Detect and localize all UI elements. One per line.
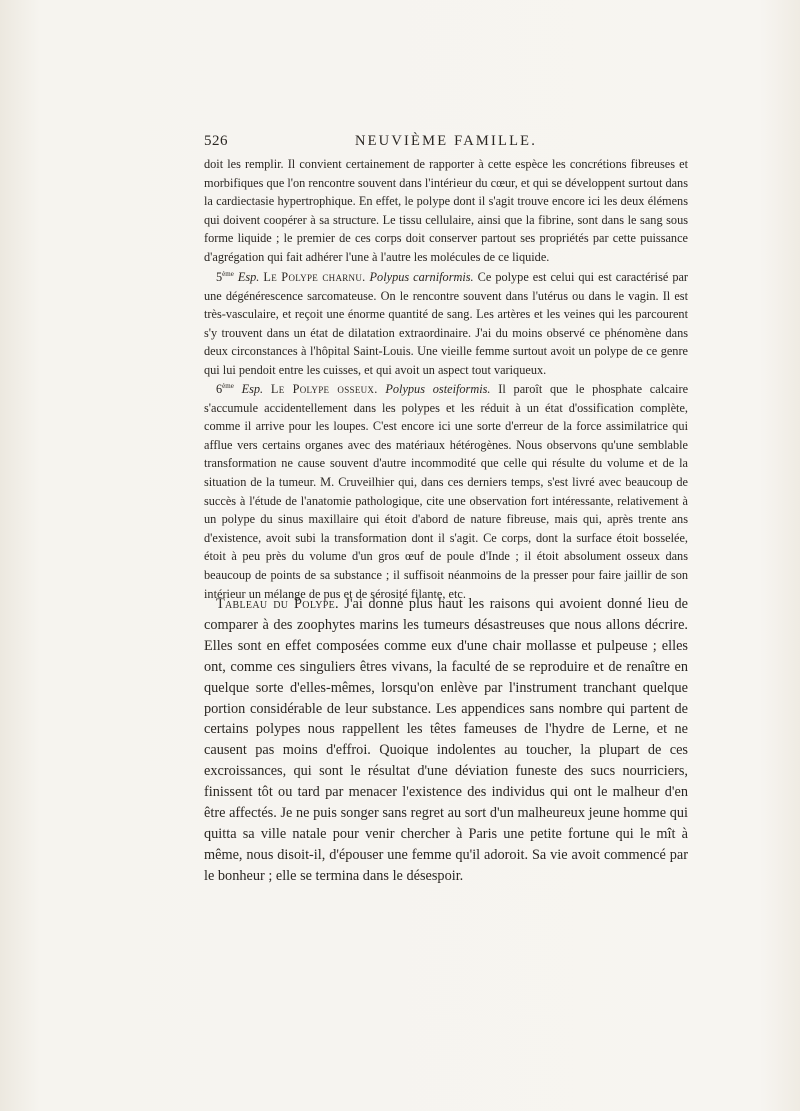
paragraph-text: J'ai donné plus haut les raisons qui avoient donné lieu de comparer à des zoophytes marins les tumeurs désastreuses que nous allons décrire. Elles sont en effet composées comme eux d'une chair mollasse et pulpeuse ; elles ont, comme ces singuliers êtres vivans, la faculté de se reproduire et de renaître en quelque sorte d'elles-mêmes, lorsqu'on enlève par l'instrument tranchant quelque portion considérable de leur substance. Les appendices sans nombre qui partent de certains polypes nous rappellent les têtes fameuses de l'hydre de Lerne, et ne causent pas moins d'effroi. Quoique indolentes au toucher, la plupart de ces excroissances, qui sont le résultat d'une déviation funeste des sucs nourriciers, finissent tôt ou tard par menacer l'existence des individus qui ont le malheur d'en être affectés. Je ne puis songer sans regret au sort d'un malheureux jeune homme qui quitta sa ville natale pour venir chercher à Paris une petite fortune qui le mît à même, nous disoit-il, d'épouser une femme qu'il adoroit. Sa vie avoit commencé par le bonheur ; elle se termina dans le désespoir.: [204, 596, 688, 884]
species-latin-name: Polypus carniformis.: [369, 270, 474, 284]
paragraph-text: doit les remplir. Il convient certainement de rapporter à cette espèce les concrétions fibreuses et morbifiques que l'on rencontre souvent dans l'intérieur du cœur, et qui se développent surtout dans la cardiectasie hypertrophique. En effet, le polype dont il s'agit trouve encore ici les deux élémens qui doivent coopérer à sa structure. Le tissu cellulaire, ainsi que la fibrine, sont dans le sang sous forme liquide ; le premier de ces corps doit conserver partout ses propriétés par cette puissance d'agrégation qui fait adhérer l'une à l'autre les molécules de ce liquide.: [204, 157, 688, 264]
page-header: [204, 133, 688, 153]
paragraph-text: Il paroît que le phosphate calcaire s'accumule accidentellement dans les polypes et les réduit à un état d'ossification complète, comme il arrive pour les loupes. C'est encore ici une sorte d'erreur de la force assimilatrice qui afflue vers certains organes avec des matériaux hétérogènes. Nous observons qu'une semblable transformation ne cause souvent d'autre incommodité que celle qui résulte du volume et de la situation de la tumeur. M. Cruveilhier qui, dans ces derniers temps, s'est livré avec beaucoup de succès à l'étude de l'anatomie pathologique, cite une observation fort intéressante, relativement à un polype du sinus maxillaire qui étoit d'abord de nature fibreuse, mais qui, après trente ans d'existence, avoit subi la transformation dont il s'agit. Ce corps, dont la surface étoit bosselée, étoit à peu près du volume d'un gros œuf de poule d'Inde ; il étoit absolument osseux dans beaucoup de points de sa substance ; il suffisoit néanmoins de la presser pour faire jaillir de son intérieur un mélange de pus et de sérosité filante, etc.: [204, 382, 689, 601]
section-heading: Tableau du Polype.: [216, 596, 339, 612]
species-ordinal: ème: [222, 382, 234, 390]
species-ordinal: ème: [222, 270, 234, 278]
paragraph-continuation: [204, 155, 688, 267]
species-latin-name: Polypus osteiformis.: [385, 382, 491, 396]
species-abbrev: Esp.: [237, 270, 260, 284]
species-abbrev: Esp.: [241, 382, 264, 396]
paragraph-text: Ce polype est celui qui est caractérisé par une dégénérescence sarcomateuse. On le rencontre souvent dans l'utérus ou dans le vagin. Il est très-vasculaire, et reçoit une énorme quantité de sang. Les artères et les veines qui les parcourent s'y trouvent dans un état de dilatation extraordinaire. J'ai du moins observé ce phénomène dans deux circonstances à l'hôpital Saint-Louis. Une vieille femme surtout avoit un polype de ce genre qui lui pendoit entre les cuisses, et qui avoit un aspect tout variqueux.: [204, 270, 689, 377]
running-head: NEUVIÈME FAMILLE.: [354, 133, 538, 149]
species-number: 6: [216, 382, 223, 396]
paragraph-species-5: [204, 268, 688, 380]
paragraph-species-6: [204, 380, 688, 603]
species-name: Le Polype charnu.: [263, 270, 366, 284]
paragraph-tableau: [204, 594, 688, 887]
species-number: 5: [216, 270, 223, 284]
page-number: 526: [204, 133, 228, 149]
species-name: Le Polype osseux.: [270, 382, 378, 396]
